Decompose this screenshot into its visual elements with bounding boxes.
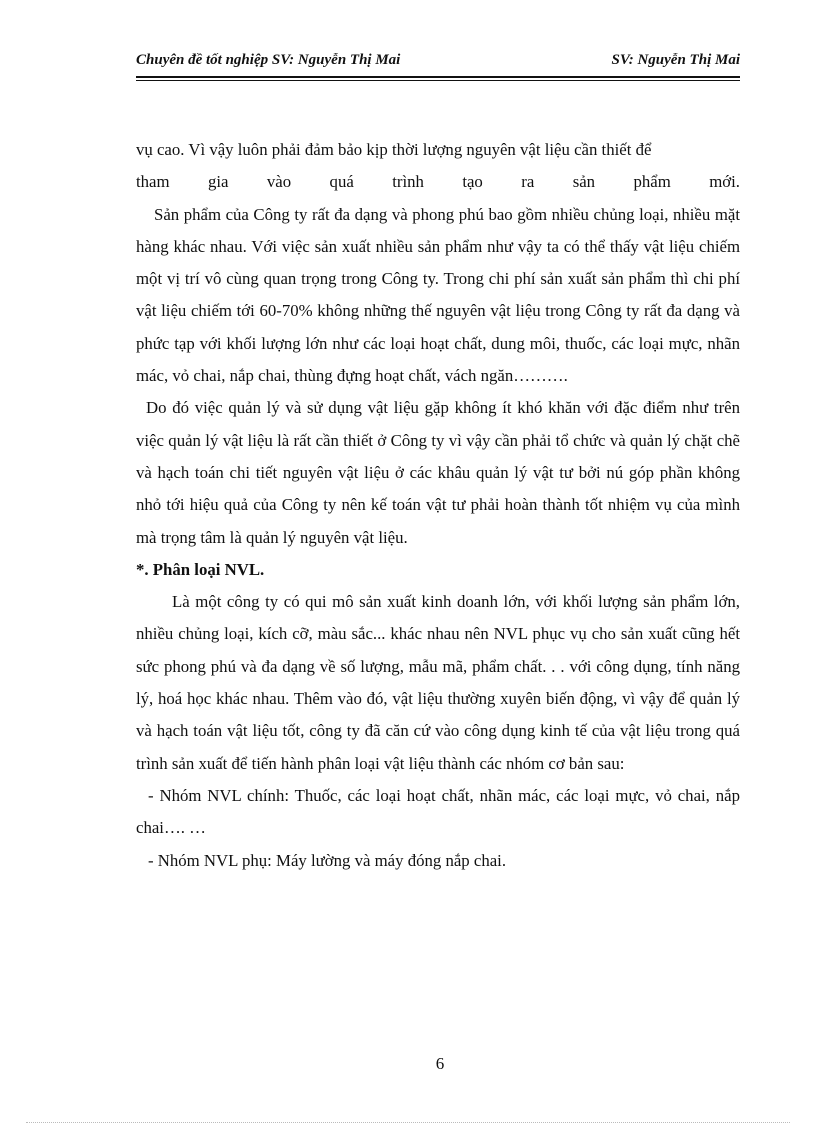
paragraph-management: Do đó việc quản lý và sử dụng vật liệu gặp không ít khó khăn với đặc điểm như trên việc quản lý vật liệu là rất cần thiết ở Công ty vì vậy cần phải tổ chức và quản lý chặt chẽ và hạch toán chi tiết nguyên vật liệu ở các khâu quản lý vật tư bởi nú góp phần không nhỏ tới hiệu quả của Công ty nên kế toán vật tư phải hoàn thành tốt nhiệm vụ của mình mà trọng tâm là quản lý nguyên vật liệu. [136,398,740,547]
list-item: - Nhóm NVL chính: Thuốc, các loại hoạt chất, nhãn mác, các loại mực, vỏ chai, nắp chai…. … [136,785,740,838]
list-item: - Nhóm NVL phụ: Máy lường và máy đóng nắp chai. [148,850,507,870]
document-body [136,134,740,877]
header-right-text: SV: Nguyễn Thị Mai [611,52,740,68]
paragraph-products: Sản phẩm của Công ty rất đa dạng và phong phú bao gồm nhiều chủng loại, nhiều mặt hàng khác nhau. Với việc sản xuất nhiều sản phẩm như vậy ta có thể thấy vật liệu chiếm một vị trí vô cùng quan trọng trong Công ty. Trong chi phí sản xuất sản phẩm thì chi phí vật liệu chiếm tới 60-70% không những thế nguyên vật liệu trong Công ty rất đa dạng và phức tạp với khối lượng lớn như các loại hoạt chất, dung môi, thuốc, các loại mực, nhãn mác, vỏ chai, nắp chai, thùng đựng hoạt chất, vách ngăn………. [136,204,740,386]
header-rule-thin [136,80,740,81]
section-heading: *. Phân loại NVL. [136,559,265,579]
paragraph-classification: Là một công ty có qui mô sản xuất kinh doanh lớn, với khối lượng sản phẩm lớn, nhiều chủng loại, kích cỡ, màu sắc... khác nhau nên NVL phục vụ cho sản xuất cũng hết sức phong phú và đa dạng về số lượng, mẫu mã, phẩm chất. . . với công dụng, tính năng lý, hoá học khác nhau. Thêm vào đó, vật liệu thường xuyên biến động, vì vậy để quản lý và hạch toán vật liệu tốt, công ty đã căn cứ vào công dụng kinh tế của vật liệu trong quá trình sản xuất để tiến hành phân loại vật liệu thành các nhóm cơ bản sau: [136,592,740,773]
paragraph-continuation-end: tham gia vào quá trình tạo ra sản phẩm mới. [136,172,740,192]
page-header [136,52,740,74]
header-left-text: Chuyên đề tốt nghiệp SV: Nguyễn Thị Mai [136,52,401,68]
page-number: 6 [435,1054,445,1073]
header-rule-thick [136,76,740,78]
paragraph-continuation: vụ cao. Vì vậy luôn phải đảm bảo kịp thời lượng nguyên vật liệu cần thiết để [136,140,652,159]
